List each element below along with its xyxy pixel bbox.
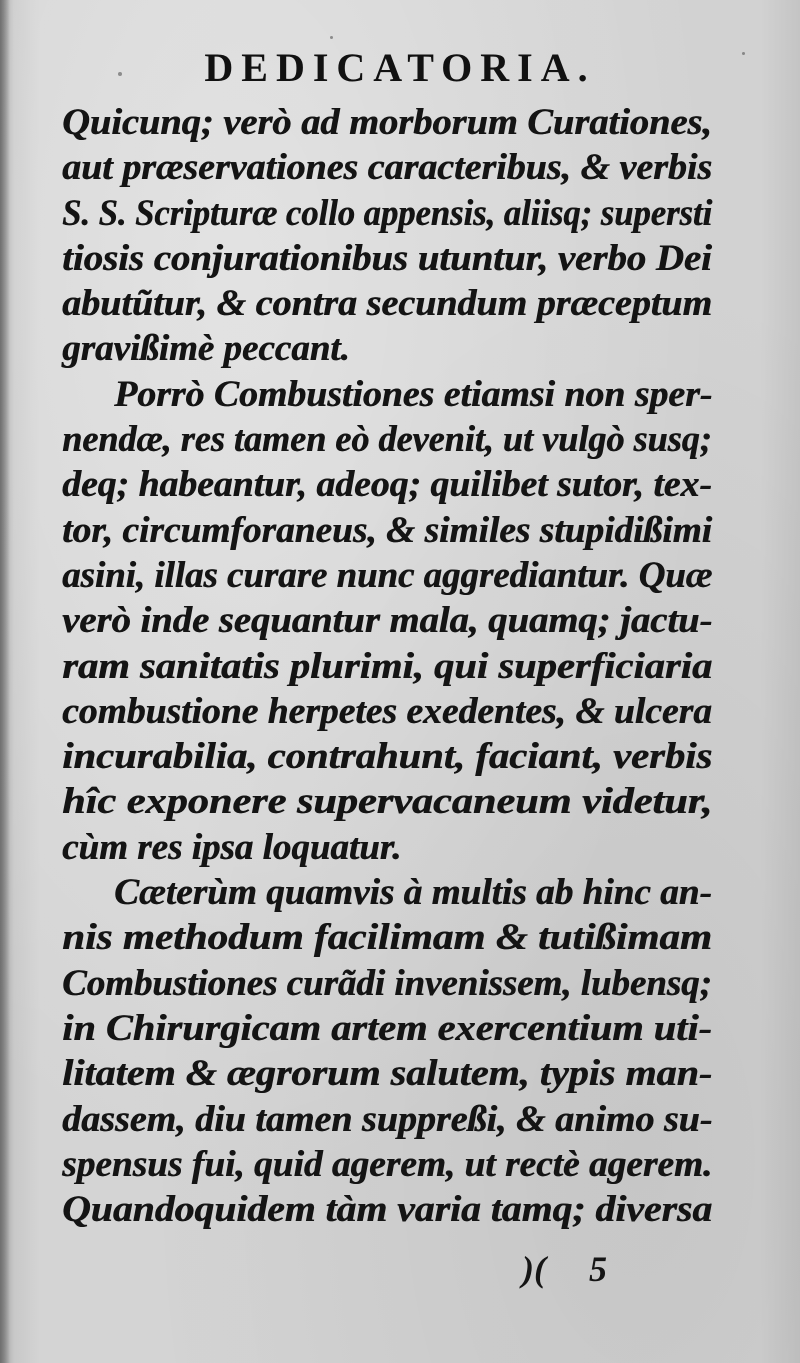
- text-line-content: spensus fui, quid agerem, ut rectè agerem.: [62, 1143, 713, 1185]
- text-line: [62, 1187, 712, 1232]
- text-line-content: deq; habeantur, adeoq; quilibet sutor, tex-: [62, 464, 712, 506]
- ink-speck: [742, 52, 745, 55]
- text-line: [62, 961, 712, 1006]
- signature-number: 5: [588, 1249, 607, 1289]
- text-line: [62, 1051, 712, 1096]
- text-line: [62, 100, 712, 145]
- text-line-content: dassem, diu tamen suppreßi, & animo su-: [62, 1098, 713, 1140]
- text-line-content: combustione herpetes exedentes, & ulcera: [62, 690, 712, 732]
- text-line-content: ram sanitatis plurimi, qui superficiaria: [62, 645, 713, 687]
- text-line: [62, 644, 712, 689]
- text-line-content: Quicunq; verò ad morborum Curationes,: [62, 102, 712, 143]
- text-line-content: litatem & ægrorum salutem, typis man-: [62, 1053, 713, 1095]
- text-line: [62, 734, 712, 779]
- text-line: [62, 145, 712, 190]
- text-line: [62, 326, 712, 371]
- ink-speck: [330, 36, 333, 39]
- text-line: [62, 236, 712, 281]
- text-line: [62, 1097, 712, 1142]
- text-line: [62, 598, 712, 643]
- text-line-content: tiosis conjurationibus utuntur, verbo Dei: [62, 237, 712, 279]
- text-line-content: gravißimè peccant.: [62, 328, 350, 370]
- text-line-content: Quandoquidem tàm varia tamq; diversa: [62, 1189, 713, 1231]
- text-line-content: Combustiones curãdi invenissem, lubensq;: [62, 962, 712, 1004]
- text-line: [62, 1006, 712, 1051]
- text-line-content: Cæterùm quamvis à multis ab hinc an-: [114, 872, 712, 914]
- text-line: [62, 1142, 712, 1187]
- text-line: [62, 825, 712, 870]
- text-line-content: cùm res ipsa loquatur.: [62, 826, 402, 868]
- running-head: DEDICATORIA.: [204, 45, 596, 90]
- ink-speck: [118, 72, 122, 76]
- text-line: [62, 462, 712, 507]
- text-line-content: abutũtur, & contra secundum præceptum: [62, 283, 712, 325]
- text-line-content: nendæ, res tamen eò devenit, ut vulgò susq;: [62, 419, 712, 461]
- text-line: [62, 779, 712, 824]
- text-line: [62, 915, 712, 960]
- text-line: [62, 553, 712, 598]
- text-line-content: Porrò Combustiones etiamsi non sper-: [114, 373, 713, 415]
- text-line-content: incurabilia, contrahunt, faciant, verbis: [62, 736, 713, 778]
- text-line: [62, 870, 712, 915]
- text-line-content: S. S. Scripturæ collo appensis, aliisq; supersti: [62, 192, 713, 234]
- signature-line: [522, 1248, 642, 1290]
- text-line: [62, 508, 712, 553]
- text-line-content: hîc exponere supervacaneum videtur,: [62, 781, 713, 823]
- text-line-content: tor, circumforaneus, & similes stupidißimi: [62, 509, 712, 551]
- text-line: [62, 689, 712, 734]
- gutter-shadow: [0, 0, 10, 1363]
- text-line-content: asini, illas curare nunc aggrediantur. Quæ: [62, 554, 713, 596]
- body-text: [62, 100, 712, 1232]
- text-line-content: aut præservationes caracteribus, & verbis: [62, 147, 712, 189]
- text-line: [62, 417, 712, 462]
- text-line-content: nis methodum facilimam & tutißimam: [62, 917, 712, 959]
- text-line-content: verò inde sequantur mala, quamq; jactu-: [62, 600, 713, 642]
- text-line-content: in Chirurgicam artem exercentium uti-: [62, 1007, 712, 1049]
- text-line: [62, 372, 712, 417]
- text-line: [62, 191, 712, 236]
- text-line: [62, 281, 712, 326]
- signature-mark: )(: [522, 1249, 546, 1289]
